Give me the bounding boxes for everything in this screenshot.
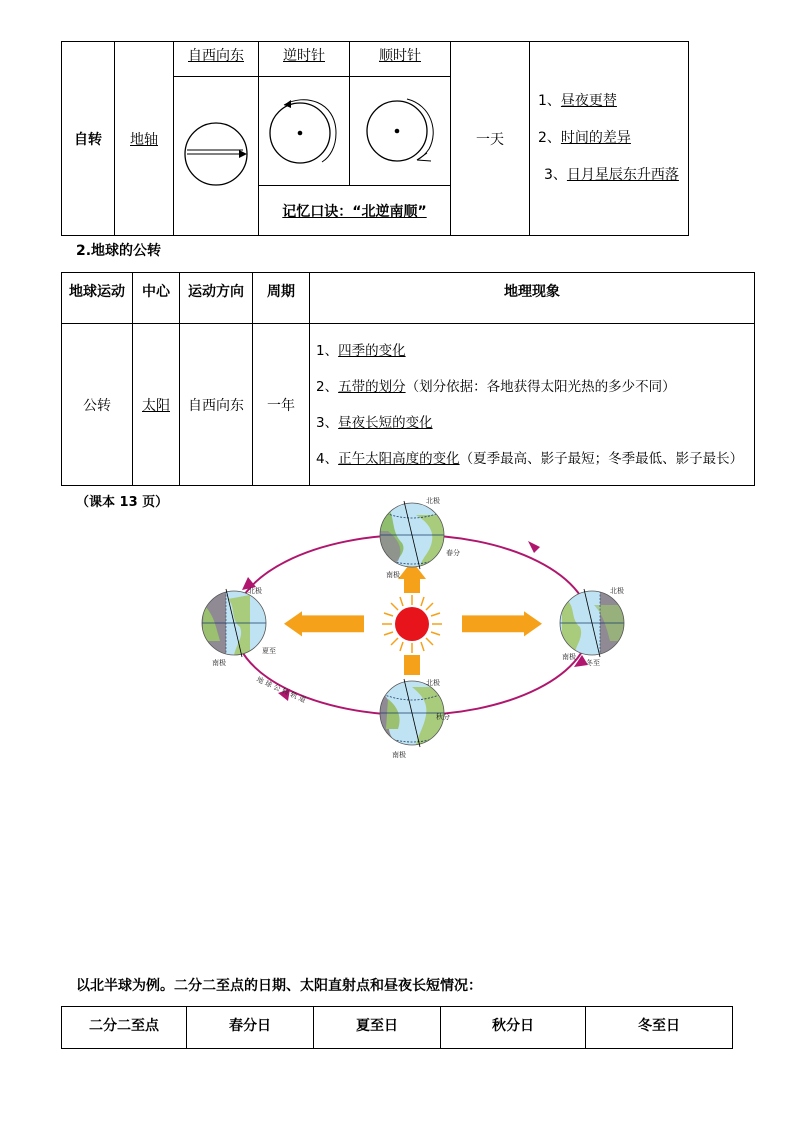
sun-icon [395, 607, 429, 641]
header-phenomena: 地理现象 [310, 273, 755, 324]
label-south-autumn: 南极 [392, 751, 406, 759]
revolution-phenomenon: 2、五带的划分（划分依据：各地获得太阳光热的多少不同） [316, 378, 676, 395]
orbit-label: 地 球 公 转 轨 道 [255, 675, 307, 705]
revolution-center-cell [133, 324, 180, 486]
direction-header: 自西向东 [174, 42, 259, 77]
revolution-direction: 自西向东 [180, 324, 253, 486]
header-center: 中心 [133, 273, 180, 324]
globe-summer-solstice [202, 589, 266, 657]
rotation-phenomena-cell [530, 42, 689, 236]
solstice-intro: 以北半球为例。二分二至点的日期、太阳直射点和昼夜长短情况： [76, 978, 482, 994]
rotation-phenomenon: 1、昼夜更替 [538, 93, 617, 109]
header-autumn-equinox: 秋分日 [441, 1007, 586, 1049]
label-north-winter: 北极 [610, 587, 624, 595]
solstice-table [61, 1006, 733, 1049]
revolution-phenomenon: 3、昼夜长短的变化 [316, 414, 433, 431]
label-south-spring: 南极 [386, 571, 400, 579]
west-to-east-arrow-icon [181, 119, 251, 189]
west-east-figure-cell [174, 77, 259, 236]
header-summer-solstice: 夏至日 [314, 1007, 441, 1049]
ccw-header: 逆时针 [259, 42, 350, 77]
rotation-period-cell [451, 42, 530, 236]
memory-rhyme-cell [259, 186, 451, 236]
revolution-table [61, 272, 755, 486]
memory-rhyme: 记忆口诀：“北逆南顺” [282, 203, 427, 220]
label-north-summer: 北极 [248, 587, 262, 595]
header-direction: 运动方向 [180, 273, 253, 324]
rotation-motion-cell [62, 42, 115, 236]
globe-winter-solstice [560, 589, 624, 657]
label-north-autumn: 北极 [426, 679, 440, 687]
revolution-center: 太阳 [142, 397, 170, 414]
revolution-motion: 公转 [62, 324, 133, 486]
rotation-phenomenon: 2、时间的差异 [538, 130, 631, 146]
header-spring-equinox: 春分日 [187, 1007, 314, 1049]
header-solstice-points: 二分二至点 [62, 1007, 187, 1049]
revolution-phenomenon: 1、四季的变化 [316, 342, 406, 359]
earth-orbit-diagram [190, 495, 640, 765]
revolution-period: 一年 [253, 324, 310, 486]
label-autumn-equinox: 秋分 [436, 713, 450, 721]
rotation-period: 一天 [476, 131, 504, 148]
rotation-phenomenon: 3、日月星辰东升西落 [544, 167, 679, 183]
header-period: 周期 [253, 273, 310, 324]
clockwise-icon [357, 91, 443, 167]
rotation-center-cell [115, 42, 174, 236]
rotation-motion: 自转 [74, 131, 102, 148]
textbook-reference: （课本 13 页） [76, 495, 169, 510]
label-summer-solstice: 夏至 [262, 647, 276, 655]
revolution-heading: 2.地球的公转 [76, 243, 162, 259]
counterclockwise-icon [264, 91, 344, 167]
header-winter-solstice: 冬至日 [586, 1007, 733, 1049]
cw-header: 顺时针 [350, 42, 451, 77]
label-spring-equinox: 春分 [446, 549, 460, 557]
label-south-summer: 南极 [212, 659, 226, 667]
header-motion: 地球运动 [62, 273, 133, 324]
cw-figure-cell [350, 77, 451, 186]
revolution-phenomena-cell [310, 324, 755, 486]
label-south-winter: 南极 [562, 653, 576, 661]
label-north-spring: 北极 [426, 497, 440, 505]
revolution-phenomenon: 4、正午太阳高度的变化（夏季最高、影子最短；冬季最低、影子最长） [316, 450, 744, 467]
label-winter-solstice: 冬至 [586, 659, 600, 667]
rotation-table [61, 41, 689, 236]
globe-spring-equinox [370, 501, 446, 571]
rotation-center: 地轴 [130, 131, 158, 148]
ccw-figure-cell [259, 77, 350, 186]
